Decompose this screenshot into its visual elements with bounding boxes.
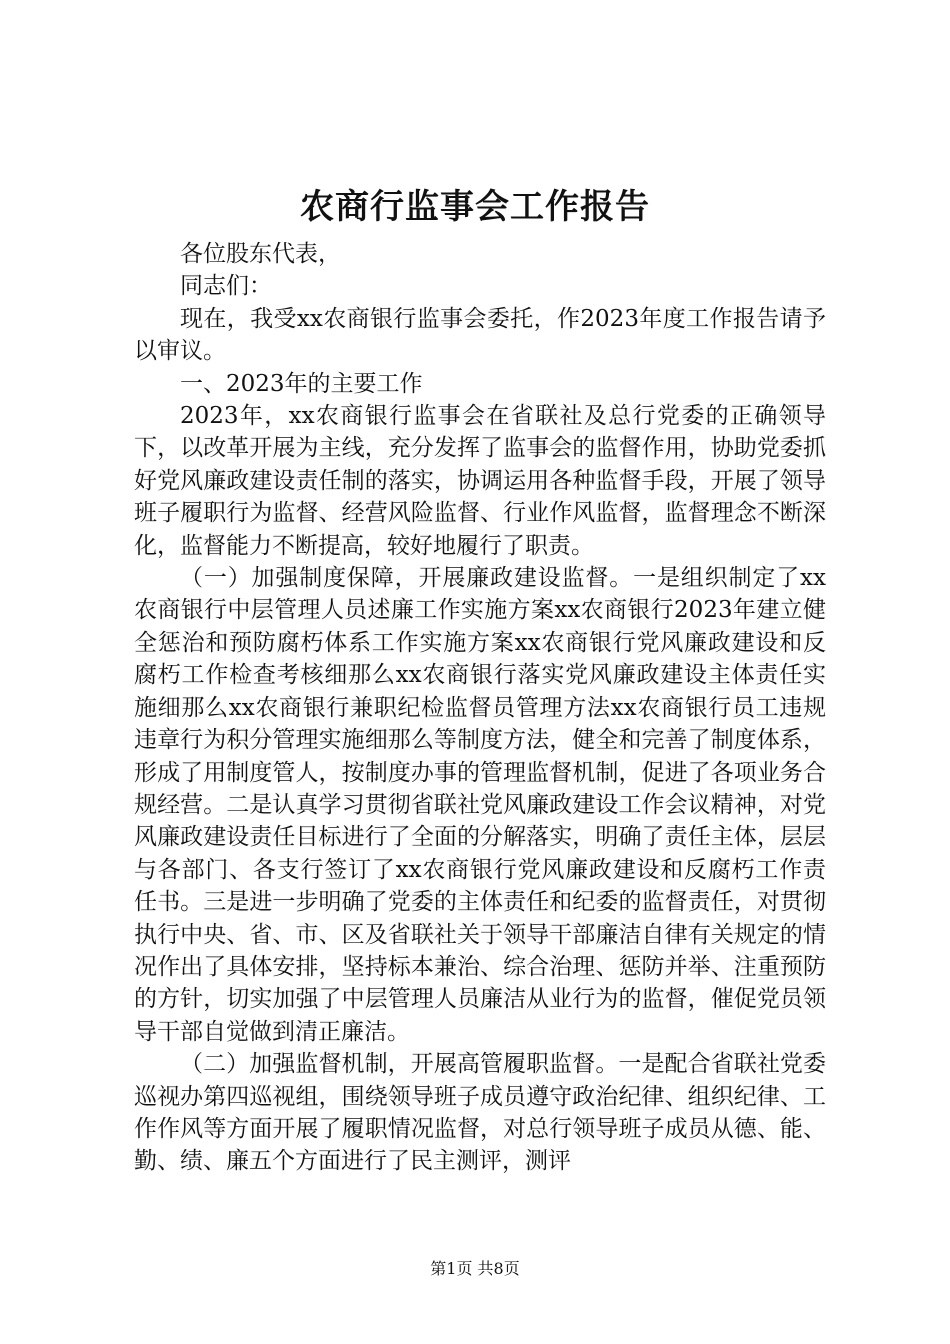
paragraph: 现在，我受xx农商银行监事会委托，作2023年度工作报告请予以审议。 <box>134 305 826 365</box>
paragraph: （一）加强制度保障，开展廉政建设监督。一是组织制定了xx农商银行中层管理人员述廉工作实施方案xx农商银行2023年建立健全惩治和预防腐朽体系工作实施方案xx农商银行党风廉政建设和反腐朽工作检查考核细那么xx农商银行落实党风廉政建设主体责任实施细那么xx农商银行兼职纪检监督员管理方法xx农商银行员工违规违章行为积分管理实施细那么等制度方法，健全和完善了制度体系，形成了用制度管人，按制度办事的管理监督机制，促进了各项业务合规经营。二是认真学习贯彻省联社党风廉政建设工作会议精神，对党风廉政建设责任目标进行了全面的分解落实，明确了责任主体，层层与各部门、各支行签订了xx农商银行党风廉政建设和反腐朽工作责任书。三是进一步明确了党委的主体责任和纪委的监督责任，对贯彻执行中央、省、市、区及省联社关于领导干部廉洁自律有关规定的情况作出了具体安排，坚持标本兼治、综合治理、惩防并举、注重预防的方针，切实加强了中层管理人员廉洁从业行为的监督，催促党员领导干部自觉做到清正廉洁。 <box>134 565 826 1045</box>
salutation: 各位股东代表， <box>180 241 341 267</box>
paragraph: 2023年，xx农商银行监事会在省联社及总行党委的正确领导下，以改革开展为主线，充分发挥了监事会的监督作用，协助党委抓好党风廉政建设责任制的落实，协调运用各种监督手段，开展了领导班子履职行为监督、经营风险监督、行业作风监督，监督理念不断深化，监督能力不断提高，较好地履行了职责。 <box>134 403 826 559</box>
paragraph: （二）加强监督机制，开展高管履职监督。一是配合省联社党委巡视办第四巡视组，围绕领导班子成员遵守政治纪律、组织纪律、工作作风等方面开展了履职情况监督，对总行领导班子成员从德、能、勤、绩、廉五个方面进行了民主测评，测评 <box>134 1051 826 1175</box>
salutation: 同志们： <box>180 273 272 300</box>
page-footer: 第1页 共8页 <box>430 1259 520 1278</box>
section-heading: 一、2023年的主要工作 <box>180 370 423 397</box>
document-title: 农商行监事会工作报告 <box>300 187 650 227</box>
document-body <box>134 238 826 1178</box>
